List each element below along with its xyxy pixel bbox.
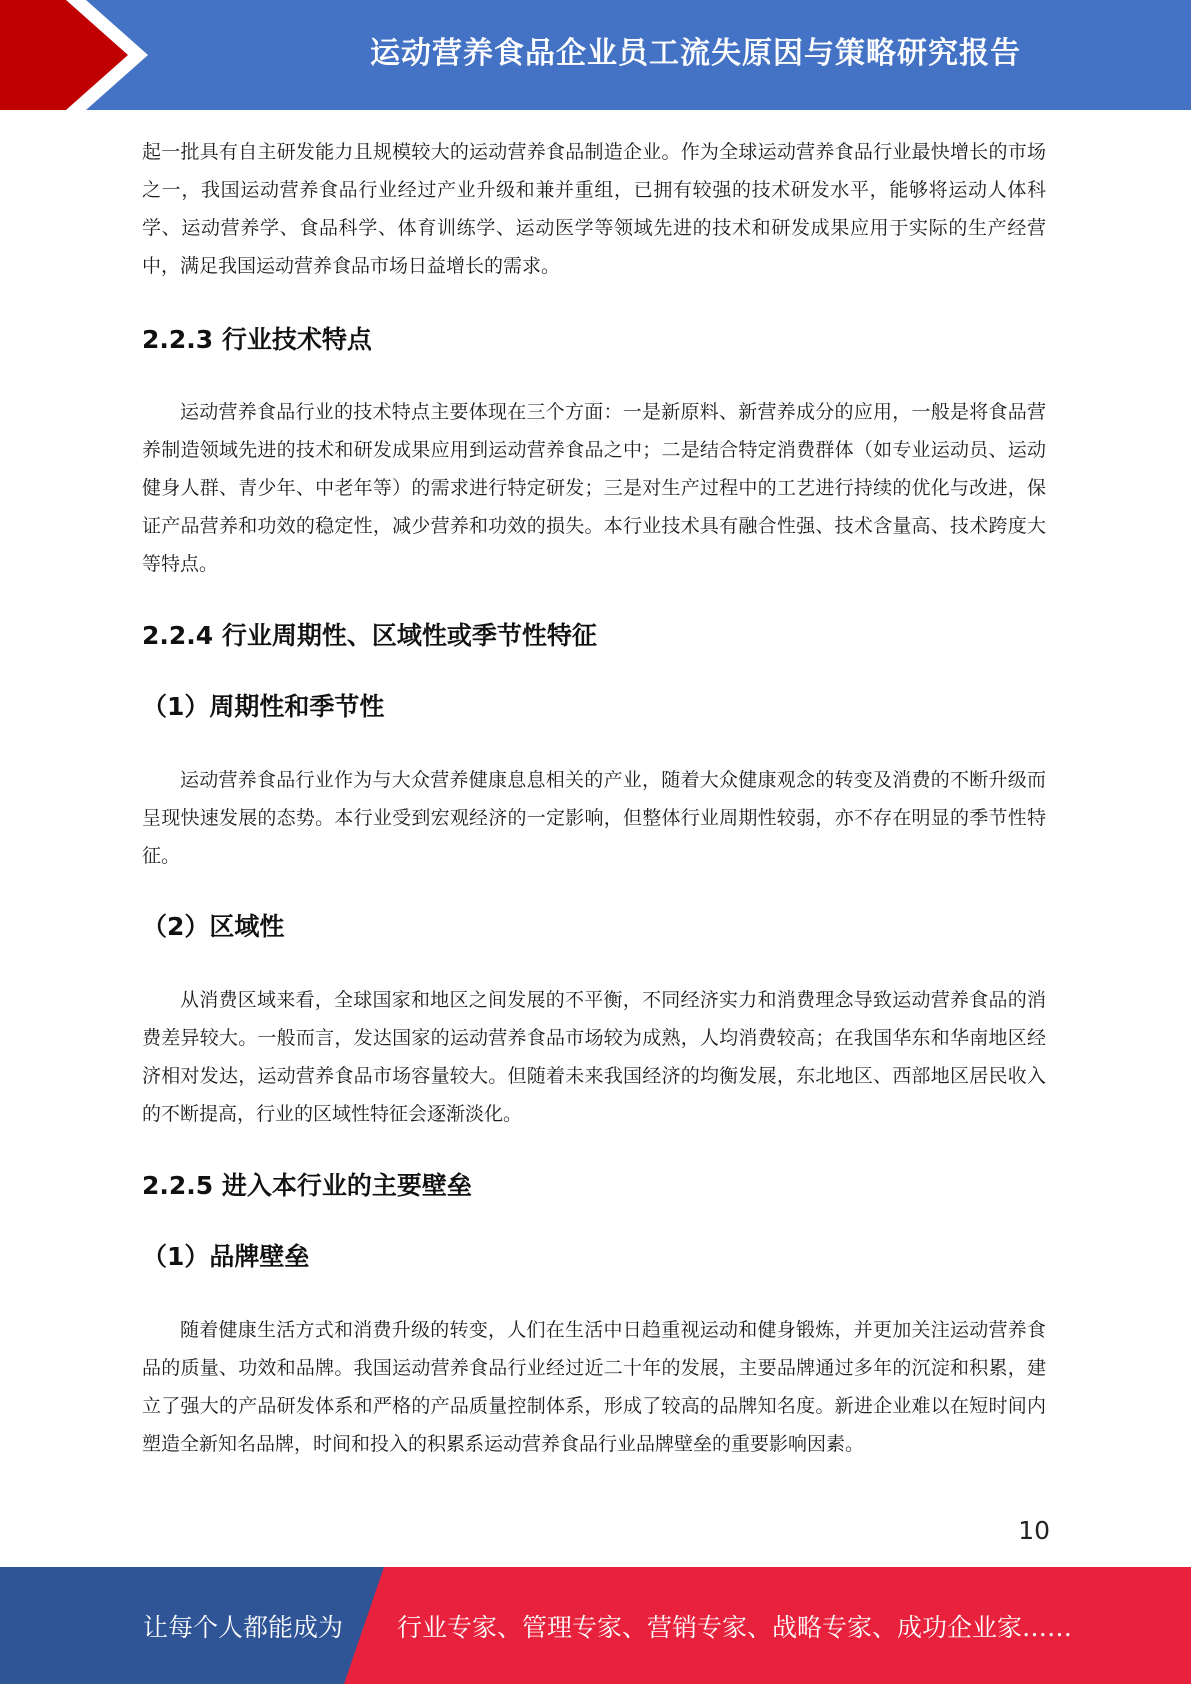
section-heading-2-2-3: 2.2.3 行业技术特点 xyxy=(142,325,372,354)
subheading-regional: （2）区域性 xyxy=(142,912,285,941)
footer-slogan-right: 行业专家、管理专家、营销专家、战略专家、成功企业家…… xyxy=(397,1612,1073,1642)
chevron-red-shape xyxy=(0,0,128,110)
regional-paragraph: 从消费区域来看，全球国家和地区之间发展的不平衡，不同经济实力和消费理念导致运动营养食品的消费差异较大。一般而言，发达国家的运动营养食品市场较为成熟，人均消费较高；在我国华东和华南地区经济相对发达，运动营养食品市场容量较大。但随着未来我国经济的均衡发展，东北地区、西部地区居民收入的不断提高，行业的区域性特征会逐渐淡化。 xyxy=(142,989,1046,1125)
subheading-cyclicality: （1）周期性和季节性 xyxy=(142,692,385,721)
brand-barrier-paragraph: 随着健康生活方式和消费升级的转变，人们在生活中日趋重视运动和健身锻炼，并更加关注运动营养食品的质量、功效和品牌。我国运动营养食品行业经过近二十年的发展，主要品牌通过多年的沉淀和积累，建立了强大的产品研发体系和严格的产品质量控制体系，形成了较高的品牌知名度。新进企业难以在短时间内塑造全新知名品牌，时间和投入的积累系运动营养食品行业品牌壁垒的重要影响因素。 xyxy=(142,1319,1046,1455)
header-banner xyxy=(0,0,1191,110)
report-title: 运动营养食品企业员工流失原因与策略研究报告 xyxy=(370,36,1021,71)
header-chevron-graphic xyxy=(0,0,160,110)
footer-banner xyxy=(0,1567,1191,1684)
footer-slogan-left: 让每个人都能成为 xyxy=(143,1612,344,1642)
section-heading-2-2-5: 2.2.5 进入本行业的主要壁垒 xyxy=(142,1171,472,1200)
page-number: 10 xyxy=(1018,1516,1050,1545)
subheading-brand-barrier: （1）品牌壁垒 xyxy=(142,1242,310,1271)
section-2-2-3-paragraph: 运动营养食品行业的技术特点主要体现在三个方面：一是新原料、新营养成分的应用，一般是将食品营养制造领域先进的技术和研发成果应用到运动营养食品之中；二是结合特定消费群体（如专业运动员、运动健身人群、青少年、中老年等）的需求进行特定研发；三是对生产过程中的工艺进行持续的优化与改进，保证产品营养和功效的稳定性，减少营养和功效的损失。本行业技术具有融合性强、技术含量高、技术跨度大等特点。 xyxy=(142,401,1046,575)
section-heading-2-2-4: 2.2.4 行业周期性、区域性或季节性特征 xyxy=(142,621,597,650)
intro-paragraph: 起一批具有自主研发能力且规模较大的运动营养食品制造企业。作为全球运动营养食品行业最快增长的市场之一，我国运动营养食品行业经过产业升级和兼并重组，已拥有较强的技术研发水平，能够将运动人体科学、运动营养学、食品科学、体育训练学、运动医学等领域先进的技术和研发成果应用于实际的生产经营中，满足我国运动营养食品市场日益增长的需求。 xyxy=(142,141,1046,277)
cyclicality-paragraph: 运动营养食品行业作为与大众营养健康息息相关的产业，随着大众健康观念的转变及消费的不断升级而呈现快速发展的态势。本行业受到宏观经济的一定影响，但整体行业周期性较弱，亦不存在明显的季节性特征。 xyxy=(142,769,1046,867)
document-body xyxy=(142,133,1046,1463)
